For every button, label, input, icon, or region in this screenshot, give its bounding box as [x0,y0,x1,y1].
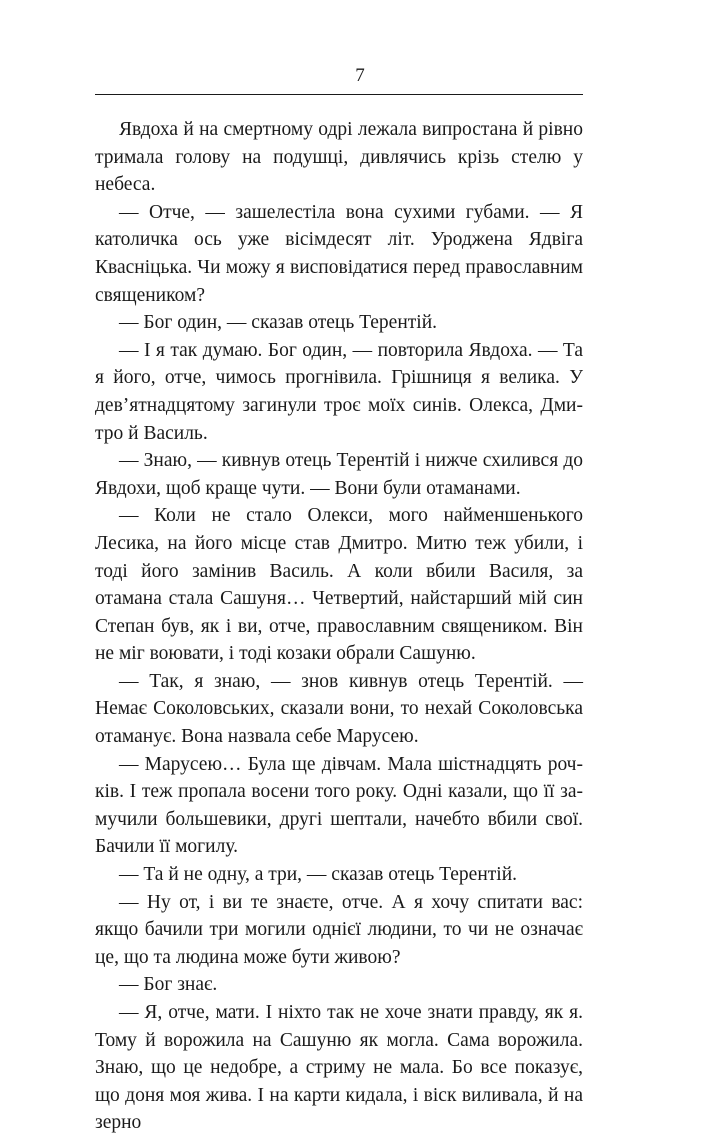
paragraph: — Отче, — зашелестіла вона сухими губами. — Я католичка ось уже вісімдесят літ. Уроджена Ядвіга Квасніцька. Чи можу я висповідатися перед православним священиком? [95,201,583,306]
paragraph: — Бог знає. [119,974,218,996]
paragraph: — Бог один, — сказав отець Терентій. [119,312,438,334]
page-number: 7 [355,65,365,86]
paragraph: — Марусею… Була ще дівчам. Мала шістнадцять рочків. І теж пропала восени того року. Одні казали, що її замучили большевики, другі шептали, начебто вбили свої. Бачили її могилу. [95,753,583,858]
paragraph: — Та й не одну, а три, — сказав отець Терентій. [119,864,518,886]
paragraph: — Я, отче, мати. І ніхто так не хоче знати правду, як я. Тому й ворожила на Сашуню як могла. Сама ворожила. Знаю, що це недобре, а стриму не мала. Бо все показує, що доня моя жива. І на карти кидала, і віск виливала, й на зерно [95,1002,583,1134]
paragraph: — І я так думаю. Бог один, — повторила Явдоха. — Та я його, отче, чимось прогнівила. Грішниця я велика. У дев’ятнадцятому загинули троє моїх синів. Олекса, Дмитро й Василь. [95,339,583,444]
header-rule [95,94,583,95]
paragraph: — Так, я знаю, — знов кивнув отець Терентій. — Немає Соколовських, сказали вони, то нехай Соколовська отаманує. Вона назвала себе Марусею. [95,670,583,748]
paragraph: — Коли не стало Олекси, мого найменшенького Лесика, на його місце став Дмитро. Митю теж убили, і тоді його замінив Василь. А коли вбили Василя, за отамана стала Сашуня… Четвертий, найстарший мій син Степан був, як і ви, отче, православним священиком. Він не міг воювати, і тоді козаки обрали Сашуню. [95,505,583,665]
paragraph: — Ну от, і ви те знаєте, отче. А я хочу спитати вас: якщо бачили три могили однієї людини, то чи не означає це, що та людина може бути живою? [95,891,583,968]
paragraph: Явдоха й на смертному одрі лежала випростана й рівно тримала голову на подушці, дивлячись крізь стелю у небеса. [95,119,583,196]
paragraph: — Знаю, — кивнув отець Терентій і нижче схилився до Явдохи, щоб краще чути. — Вони були отаманами. [95,450,583,499]
body-text [95,116,583,1137]
